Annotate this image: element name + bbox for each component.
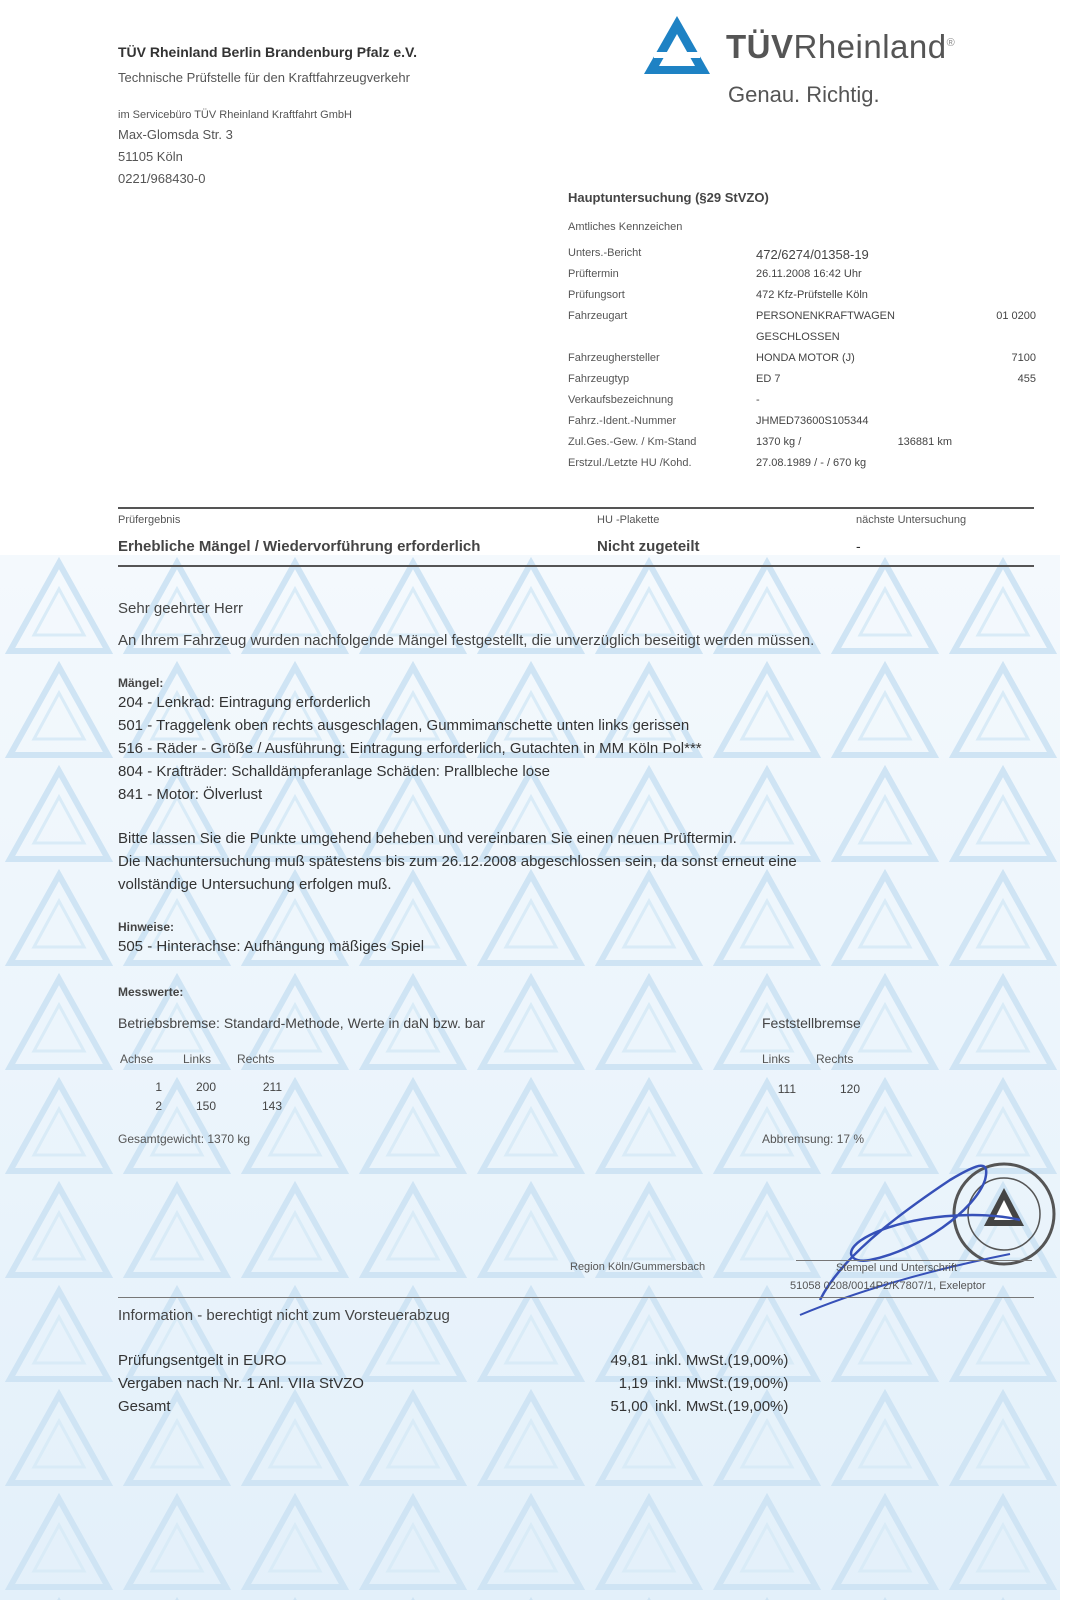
salutation: Sehr geehrter Herr [118, 600, 244, 617]
tuv-triangle-logo-icon [640, 12, 714, 78]
field-vin: Fahrz.-Ident.-Nummer JHMED73600S105344 [568, 415, 869, 427]
field-vehicle-class: Fahrzeugart PERSONENKRAFTWAGEN 01 0200 [568, 310, 1036, 322]
fee-amount: 51,00 [610, 1398, 648, 1415]
brake-col-axle: Achse [120, 1052, 154, 1066]
plate-label: Amtliches Kennzeichen [568, 221, 683, 233]
defects-list [118, 694, 702, 809]
brake-right-value: 211 [262, 1080, 282, 1094]
issuer-office-line: im Servicebüro TÜV Rheinland Kraftfahrt GmbH [118, 109, 352, 121]
fee-amounts [560, 1352, 648, 1421]
fee-label: Gesamt [118, 1398, 171, 1415]
logo-registered: ® [946, 37, 956, 49]
service-brake-title: Betriebsbremse: Standard-Methode, Werte in daN bzw. bar [118, 1015, 486, 1031]
signature-id-line: 51058 0208/0014P2/K7807/1, Exeleptor [790, 1280, 986, 1292]
field-inspection-place: Prüfungsort 472 Kfz-Prüfstelle Köln [568, 289, 868, 301]
parking-col-left: Links [762, 1052, 791, 1066]
fee-amount: 1,19 [618, 1375, 648, 1392]
measurements-label: Messwerte: [118, 985, 184, 999]
defect-item: 501 - Traggelenk oben rechts ausgeschlagen, Gummimanschette unten links gerissen [118, 717, 690, 734]
logo-tagline: Genau. Richtig. [728, 82, 880, 107]
defect-item: 516 - Räder - Größe / Ausführung: Eintragung erforderlich, Gutachten in MM Köln Pol*** [118, 740, 702, 757]
next-inspection: - [856, 538, 861, 554]
fees-top-rule [118, 1297, 1034, 1298]
result-top-rule [118, 507, 1034, 509]
notes-label: Hinweise: [118, 920, 175, 934]
brake-axle-value: 1 [155, 1080, 162, 1094]
parking-col-right: Rechts [816, 1052, 854, 1066]
request-text [118, 830, 797, 899]
field-manufacturer: Fahrzeughersteller HONDA MOTOR (J) 7100 [568, 352, 1036, 364]
issuer-city: 51105 Köln [118, 149, 183, 164]
field-vehicle-type: Fahrzeugtyp ED 7 455 [568, 373, 1036, 385]
field-inspection-date: Prüftermin 26.11.2008 16:42 Uhr [568, 268, 862, 280]
fee-label: Prüfungsentgelt in EURO [118, 1352, 287, 1369]
parking-brake-title: Feststellbremse [762, 1015, 861, 1031]
issuer-subtitle: Technische Prüfstelle für den Kraftfahrzeugverkehr [118, 70, 410, 85]
logo-brand-bold: TÜV [726, 28, 794, 65]
inspection-title: Hauptuntersuchung (§29 StVZO) [568, 190, 769, 205]
brake-col-right: Rechts [237, 1052, 275, 1066]
letter-intro: An Ihrem Fahrzeug wurden nachfolgende Mängel festgestellt, die unverzüglich beseitigt werden müssen. [118, 632, 815, 649]
request-line: Die Nachuntersuchung muß spätestens bis zum 26.12.2008 abgeschlossen sein, da sonst erneut eine [118, 853, 797, 870]
field-weight-mileage: Zul.Ges.-Gew. / Km-Stand 1370 kg / 136881 km [568, 436, 952, 448]
note-item: 505 - Hinterachse: Aufhängung mäßiges Spiel [118, 938, 425, 955]
parking-left-value: 111 [777, 1082, 796, 1096]
brake-left-value: 200 [195, 1080, 216, 1094]
defect-item: 841 - Motor: Ölverlust [118, 786, 263, 803]
inspection-result: Erhebliche Mängel / Wiedervorführung erforderlich [118, 538, 481, 555]
issuer-name: TÜV Rheinland Berlin Brandenburg Pfalz e.V. [118, 44, 417, 60]
fee-tax: inkl. MwSt.(19,00%) [655, 1375, 789, 1392]
signature-label: Stempel und Unterschrift [836, 1262, 958, 1274]
brake-col-left: Links [183, 1052, 212, 1066]
parking-right-value: 120 [839, 1082, 860, 1096]
field-registration: Erstzul./Letzte HU /Kohd. 27.08.1989 / - / 670 kg [568, 457, 867, 469]
signature-line [796, 1260, 1032, 1261]
result-bottom-rule [118, 565, 1034, 567]
notes-list [118, 938, 424, 961]
field-report-number: Unters.-Bericht 472/6274/01358-19 [568, 247, 869, 262]
issuer-phone: 0221/968430-0 [118, 171, 206, 186]
defect-item: 804 - Krafträder: Schalldämpferanlage Schäden: Prallbleche lose [118, 763, 550, 780]
inspection-fields [568, 247, 1038, 478]
signature-region: Region Köln/Gummersbach [570, 1261, 706, 1273]
deceleration: Abbremsung: 17 % [762, 1132, 865, 1146]
brake-axle-value: 2 [155, 1099, 162, 1113]
defects-label: Mängel: [118, 676, 164, 690]
brake-right-value: 143 [261, 1099, 282, 1113]
result-header: Prüfergebnis [118, 514, 181, 526]
fee-tax-notes [655, 1352, 788, 1421]
fee-tax: inkl. MwSt.(19,00%) [655, 1352, 789, 1369]
tax-notice: Information - berechtigt nicht zum Vorsteuerabzug [118, 1307, 450, 1324]
next-inspection-header: nächste Untersuchung [856, 514, 967, 526]
request-line: Bitte lassen Sie die Punkte umgehend beheben und vereinbaren Sie einen neuen Prüftermin. [118, 830, 737, 847]
request-line: vollständige Untersuchung erfolgen muß. [118, 876, 392, 893]
fee-label: Vergaben nach Nr. 1 Anl. VIIa StVZO [118, 1375, 364, 1392]
issuer-street: Max-Glomsda Str. 3 [118, 127, 233, 142]
inspection-badge: Nicht zugeteilt [597, 538, 700, 555]
fee-amount: 49,81 [610, 1352, 648, 1369]
fee-labels [118, 1352, 364, 1421]
brake-left-value: 150 [195, 1099, 216, 1113]
field-sales-name: Verkaufsbezeichnung - [568, 394, 760, 406]
badge-header: HU -Plakette [597, 514, 660, 526]
defect-item: 204 - Lenkrad: Eintragung erforderlich [118, 694, 371, 711]
logo-brand-rest: Rheinland [793, 28, 947, 65]
fee-tax: inkl. MwSt.(19,00%) [655, 1398, 789, 1415]
signature-scribble-icon [780, 1150, 1050, 1330]
logo-wordmark [726, 28, 955, 66]
total-weight: Gesamtgewicht: 1370 kg [118, 1132, 251, 1146]
field-vehicle-class-cont: GESCHLOSSEN [756, 331, 840, 343]
